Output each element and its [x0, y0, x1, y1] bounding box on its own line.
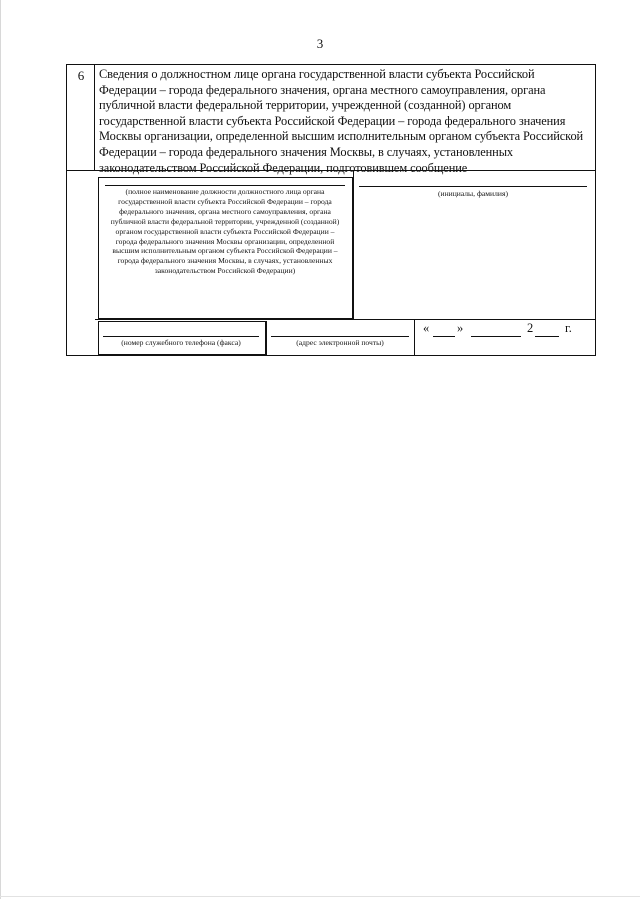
- header-divider: [67, 170, 595, 171]
- scan-edge-left: [0, 0, 1, 899]
- row-header-text: Сведения о должностном лице органа государственной власти субъекта Российской Федерации – города федерального значения, органа местного самоуправления, органа публичной власти федеральной территории, учрежденной (созданной) органом государственной власти субъекта Российской Федерации – города федерального значения Москвы организации, определенной высшим исполнительным органом субъекта Российской Федерации – города федерального значения Москвы, в случаях, установленных законодательством Российской Федерации, подготовившем сообщение: [99, 67, 584, 175]
- phone-email-divider: [266, 321, 267, 355]
- year-blank: [535, 336, 559, 337]
- row-number: 6: [77, 68, 85, 83]
- month-blank: [471, 336, 521, 337]
- middle-vertical-divider: [353, 170, 354, 319]
- scan-edge-bottom: [0, 896, 640, 897]
- position-caption: (полное наименование должности должностного лица органа государственной власти субъекта Российской Федерации – города федерального значения, органа местного самоуправления, органа публичной власти федеральной территории, учрежденной (созданной) органом государственной власти субъекта Российской Федерации – города федерального значения Москвы организации, определенной высшим исполнительным органом субъекта Российской Федерации – города федерального значения Москвы, в случаях, установленных законодательством Российской Федерации): [110, 187, 340, 276]
- email-date-divider: [414, 319, 415, 356]
- email-caption: (адрес электронной почты): [296, 338, 384, 347]
- date-open-quote: «: [423, 321, 430, 335]
- phone-signature-line: [103, 336, 259, 337]
- form-table: [66, 64, 596, 356]
- year-prefix: 2: [527, 321, 534, 335]
- name-caption: (инициалы, фамилия): [437, 189, 508, 198]
- email-signature-line: [271, 336, 409, 337]
- date-close-quote: »: [457, 321, 464, 335]
- day-blank: [433, 336, 455, 337]
- bottom-row-divider: [95, 319, 595, 320]
- row-number-cell: [67, 65, 95, 171]
- name-signature-line: [359, 186, 587, 187]
- year-suffix: г.: [565, 321, 572, 335]
- phone-caption: (номер служебного телефона (факса): [121, 338, 241, 347]
- page-number: 3: [316, 36, 324, 51]
- position-signature-line: [105, 185, 345, 186]
